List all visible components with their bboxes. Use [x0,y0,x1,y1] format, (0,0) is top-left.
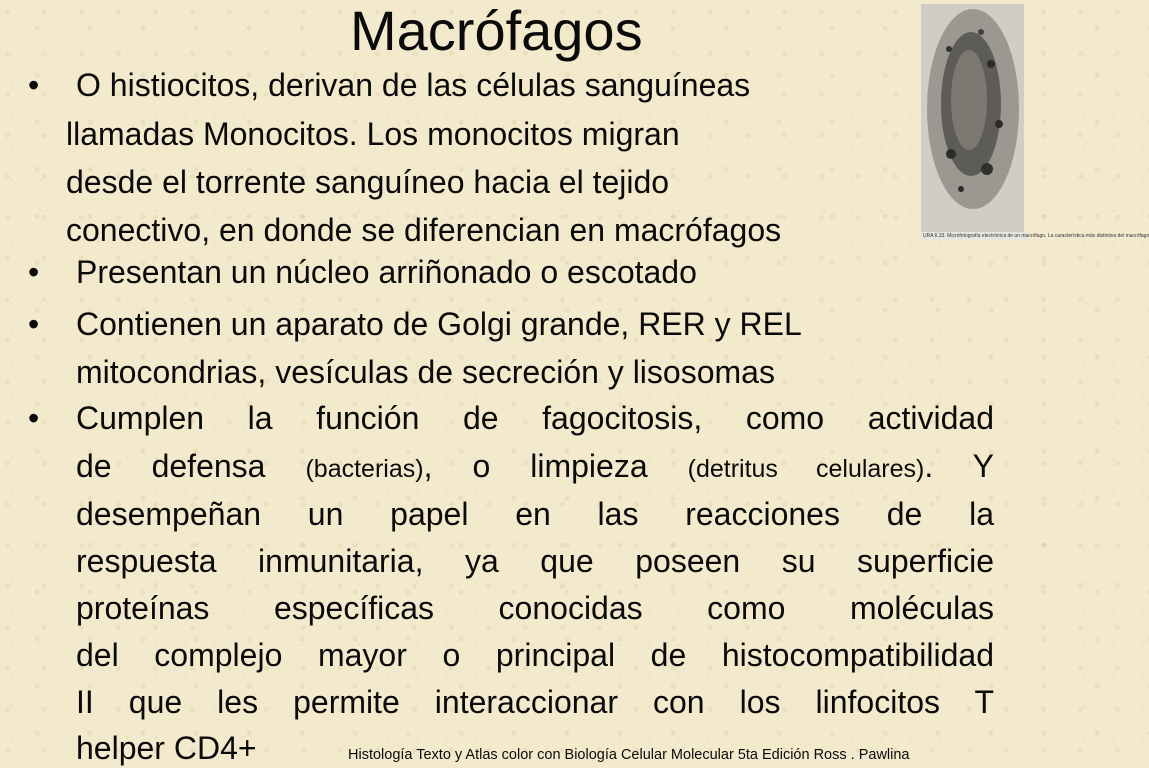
text-run: . Y [924,448,995,484]
bullet-marker: • [28,306,40,342]
bullet-line: del complejo mayor o principal de histocompatibilidad [76,637,994,673]
bullet-line: llamadas Monocitos. Los monocitos migran [66,116,680,152]
bullet-line: proteínas específicas conocidas como moléculas [76,590,994,626]
text-run: de defensa [76,448,306,484]
text-run-small: (detritus celulares) [687,455,925,483]
bullet-line: helper CD4+ [76,730,257,766]
bullet-line: desde el torrente sanguíneo hacia el tejido [66,164,670,200]
bullet-line: O histiocitos, derivan de las células sanguíneas [76,67,751,103]
bullet-line: respuesta inmunitaria, ya que poseen su superficie [76,543,994,579]
slide-title: Macrófagos [350,0,643,62]
bullet-marker: • [28,67,40,103]
bullet-marker: • [28,400,40,436]
bullet-marker: • [28,254,40,290]
text-run: , o limpieza [423,448,688,484]
figure-caption: URA 6.33. Microfotografía electrónica de un macrófago. La característica más distintiva del macrófago [923,233,1149,239]
bullet-line: desempeñan un papel en las reacciones de la [76,496,994,532]
source-reference: Histología Texto y Atlas color con Biología Celular Molecular 5ta Edición Ross . Pawlina [348,747,910,763]
bullet-line: conectivo, en donde se diferencian en macrófagos [66,212,782,248]
bullet-line: Presentan un núcleo arriñonado o escotado [76,254,697,290]
text-run-small: (bacterias) [305,455,424,483]
bullet-line: mitocondrias, vesículas de secreción y lisosomas [76,354,775,390]
bullet-line: Contienen un aparato de Golgi grande, RER y REL [76,306,802,342]
bullet-line: II que les permite interaccionar con los linfocitos T [76,684,994,720]
bullet-line: Cumplen la función de fagocitosis, como actividad [76,400,994,436]
bullet-line-mixed [76,448,994,487]
